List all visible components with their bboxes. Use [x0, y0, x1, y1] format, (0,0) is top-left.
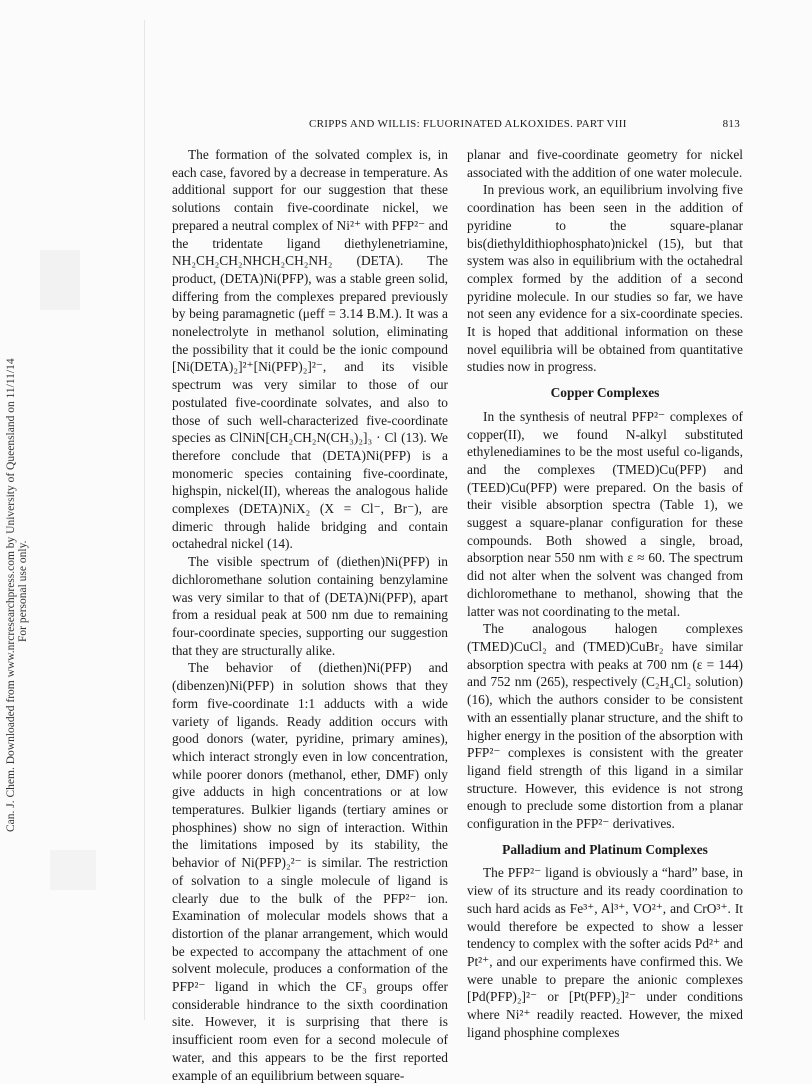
scan-margin-line [144, 20, 145, 1020]
paragraph: The analogous halogen complexes (TMED)CuCl₂ and (TMED)CuBr₂ have similar absorption spectra with peaks at 700 nm (ε = 144) and 752 nm (265), respectively (C₂H₄Cl₂ solution) (16), which the authors consider to be consistent with an essentially planar structure, and the shift to higher energy in the position of the absorption with PFP²⁻ complexes is consistent with the greater ligand field strength of this ligand in a similar structure. However, this evidence is not strong enough to preclude some distortion from a planar configuration in the PFP²⁻ derivatives. [467, 621, 743, 832]
paragraph: The PFP²⁻ ligand is obviously a “hard” base, in view of its structure and its ready coordination to such hard acids as Fe³⁺, Al³⁺, VO²⁺, and CrO³⁺. It would therefore be expected to show a lesser tendency to complex with the softer acids Pd²⁺ and Pt²⁺, and our experiments have confirmed this. We were unable to prepare the anionic complexes [Pd(PFP)₂]²⁻ or [Pt(PFP)₂]²⁻ under conditions where Ni²⁺ readily reacted. However, the mixed ligand phosphine complexes [467, 865, 743, 1040]
paragraph: The behavior of (diethen)Ni(PFP) and (dibenzen)Ni(PFP) in solution shows that they form five-coordinate 1:1 adducts with a wide variety of ligands. Ready addition occurs with good donors (water, pyridine, primary amines), which interact strongly even in low concentration, while poorer donors (methanol, ether, DMF) only give adducts in high concentrations or at low temperatures. Bulkier ligands (tertiary amines or phosphines) show no sign of interaction. Within the limitations imposed by its stability, the behavior of Ni(PFP)₂²⁻ is similar. The restriction of solvation to a single molecule of ligand is clearly due to the bulk of the PFP²⁻ ion. Examination of molecular models shows that a distortion of the planar arrangement, which would be expected to accompany the attachment of one solvent molecule, produces a conformation of the PFP²⁻ ligand in which the CF₃ groups offer considerable hindrance to the sixth coordination site. However, it is surprising that there is insufficient room even for a second molecule of water, and this appears to be the first reported example of an equilibrium between square- [172, 660, 448, 1083]
section-heading-copper: Copper Complexes [550, 385, 660, 401]
right-column [467, 146, 743, 1041]
watermark-svg [2, 232, 28, 832]
section-heading-palladium-platinum: Palladium and Platinum Complexes [502, 841, 708, 857]
download-watermark [2, 232, 28, 832]
running-title: CRIPPS AND WILLIS: FLUORINATED ALKOXIDES. PART VIII [309, 118, 627, 130]
paragraph: In previous work, an equilibrium involving five coordination has been seen in the addition of pyridine to the square-planar bis(diethyldithiophosphato)nickel (15), but that system was also in equilibrium with the octahedral complex formed by the addition of a second pyridine molecule. In our studies so far, we have not seen any evidence for a six-coordinate species. It is hoped that additional information on these novel equilibria will be obtained from quantitative studies now in progress. [467, 182, 743, 375]
paragraph: In the synthesis of neutral PFP²⁻ complexes of copper(II), we found N-alkyl substituted ethylenediamines to be the most useful co-ligands, and the complexes (TMED)Cu(PFP) and (TEED)Cu(PFP) were prepared. On the basis of their visible absorption spectra (Table 1), we suggest a square-planar configuration for these compounds. Both showed a single, broad, absorption near 550 nm with ε ≈ 60. The spectrum did not alter when the solvent was changed from dichloromethane to methanol, showing that the latter was not coordinating to the metal. [467, 408, 743, 619]
page-number: 813 [722, 118, 740, 130]
left-column [172, 146, 448, 1084]
scan-artifact [40, 250, 80, 310]
watermark-line-2: For personal use only. [17, 540, 29, 642]
watermark-line-1: Can. J. Chem. Downloaded from www.nrcresearchpress.com by University of Queensland on 11/11/14 [5, 358, 17, 832]
page-header [172, 118, 740, 134]
scan-artifact [50, 850, 96, 890]
paragraph: The formation of the solvated complex is, in each case, favored by a decrease in temperature. As additional support for our suggestion that these solutions contain five-coordinate nickel, we prepared a neutral complex of Ni²⁺ with PFP²⁻ and the tridentate ligand diethylenetriamine, NH₂CH₂CH₂NHCH₂CH₂NH₂ (DETA). The product, (DETA)Ni(PFP), was a stable green solid, differing from the complexes prepared previously by being paramagnetic (μeff = 3.14 B.M.). It was a nonelectrolyte in methanol solution, eliminating the possibility that it could be the ionic compound [Ni(DETA)₂]²⁺[Ni(PFP)₂]²⁻, and its visible spectrum was very similar to those of our postulated five-coordinate solvates, and also to those of such well-characterized five-coordinate species as ClNiN[CH₂CH₂N(CH₃)₂]₃ · Cl (13). We therefore conclude that (DETA)Ni(PFP) is a monomeric species containing five-coordinate, highspin, nickel(II), whereas the analogous halide complexes (DETA)NiX₂ (X = Cl⁻, Br⁻), are dimeric through halide bridging and contain octahedral nickel (14). [172, 147, 448, 552]
paragraph: The visible spectrum of (diethen)Ni(PFP) in dichloromethane solution containing benzylamine was very similar to that of (DETA)Ni(PFP), apart from a residual peak at 500 nm due to remaining four-coordinate species, supporting our suggestion that they are structurally alike. [172, 554, 448, 658]
paragraph-continuation: planar and five-coordinate geometry for nickel associated with the addition of one water molecule. [467, 147, 743, 180]
